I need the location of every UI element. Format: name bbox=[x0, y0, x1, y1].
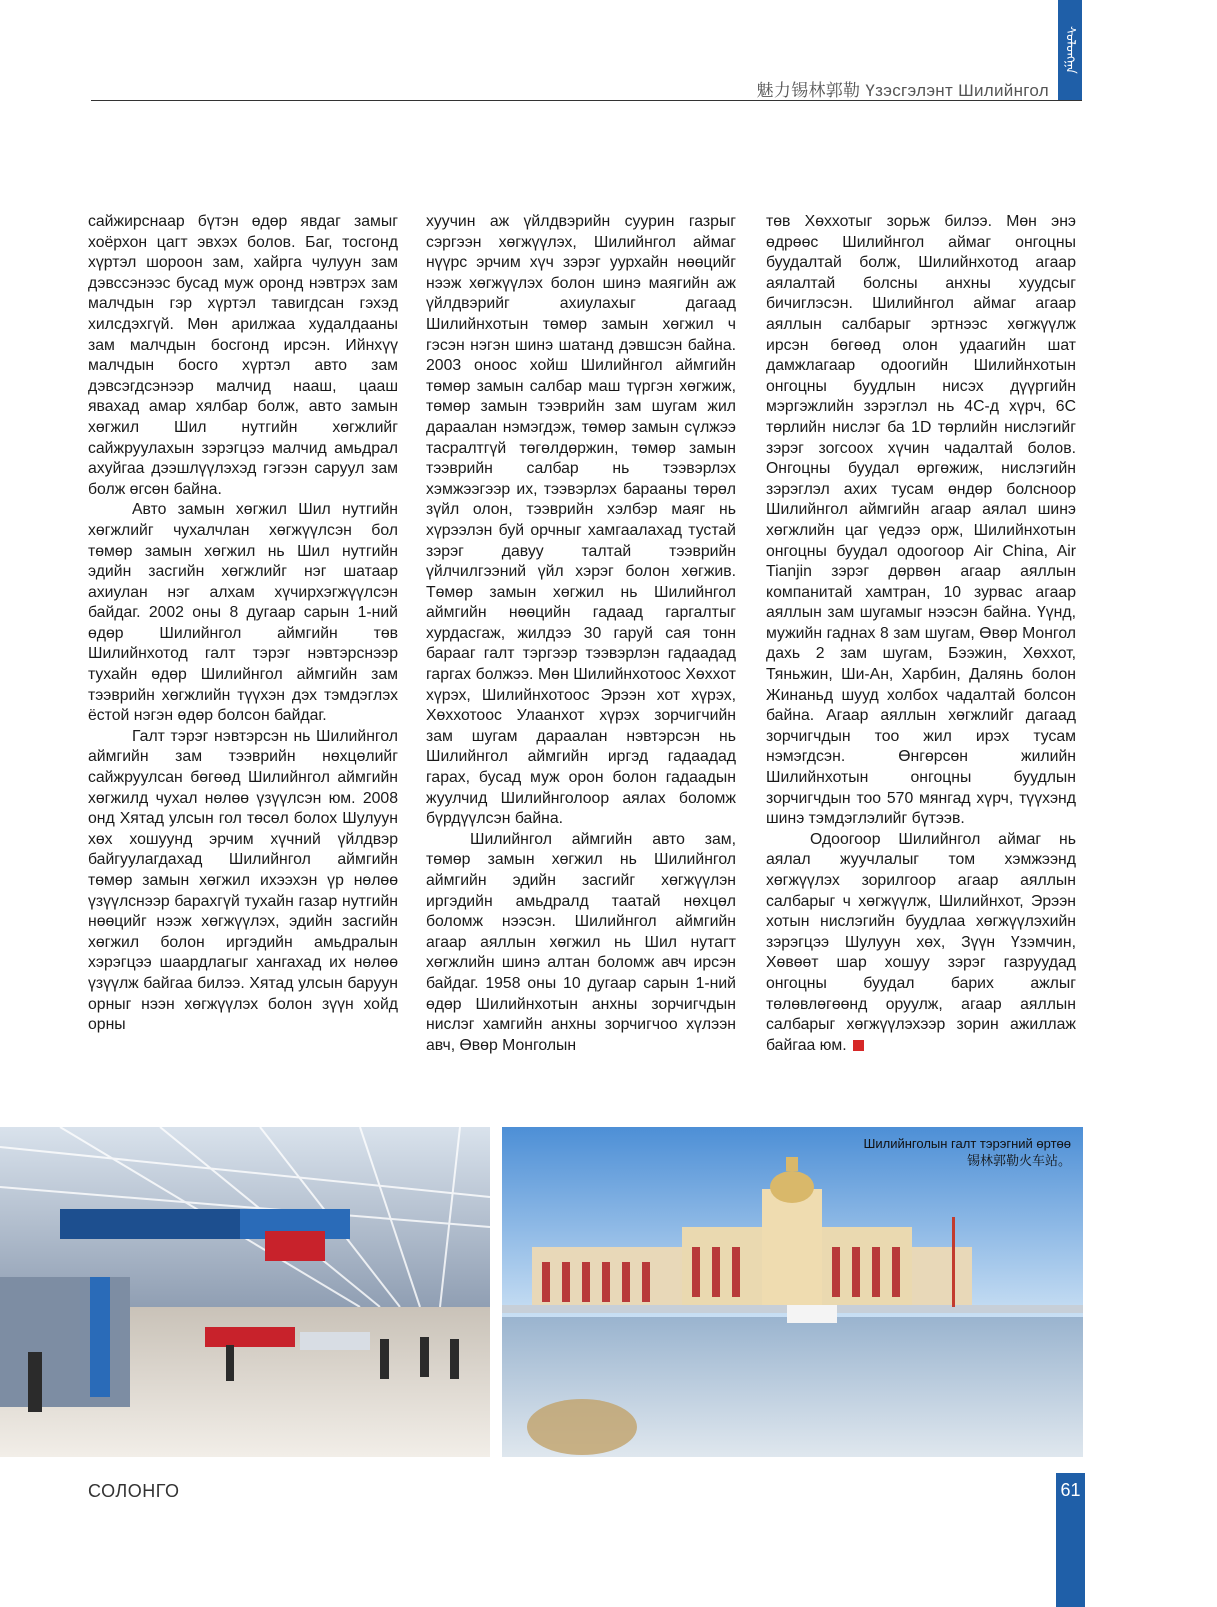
paragraph bbox=[766, 830, 1076, 1057]
section-tab bbox=[1058, 0, 1082, 100]
railway-station-illustration bbox=[502, 1127, 1083, 1457]
magazine-name: СОЛОНГО bbox=[88, 1481, 180, 1501]
page-number: 61 bbox=[1060, 1480, 1081, 1500]
header-divider bbox=[91, 100, 1082, 101]
paragraph: Шилийнгол аймгийн авто зам, төмөр замын хөгжил нь Шилийнгол аймгийн эдийн засгийг хөгжүүлэн иргэдийн амьдралд таатай нөхцөл боломж нээсэн. Шилийнгол аймгийн агаар аяллын хөгжил нь Шил нутагт хөгжлийн шинэ алтан боломж авч ирсэн байдаг. 1958 оны 10 дугаар сарын 1-ний өдөр Шилийнхотын анхны зорчигчдын нислэг хамгийн анхны зорчигчоо хүлээн авч, Өвөр Монголын bbox=[426, 830, 736, 1054]
caption-chinese: 锡林郭勒火车站。 bbox=[966, 1153, 1071, 1168]
section-tab-label: ᠰᠣᠯᠣᠩᠭ᠋ᠠ bbox=[1062, 26, 1078, 74]
article-column-3 bbox=[766, 212, 1076, 1056]
paragraph-text: Одоогоор Шилийнгол аймаг нь аялал жуучлалыг том хэмжээнд хөгжүүлэх зорилгоор агаар аяллын салбарыг ч хөгжүүлж, Шилийнхот, Эрээн хотын нислэгийн буудлаа хөгжүүлэхийн зэрэгцээ Шулуун хөх, Зүүн Үзэмчин, Хөвөөт шар хошуу зэрэг газруудад онгоцны буудал барих ажлыг төлөвлөгөөнд оруулж, агаар аяллын салбарыг хөгжүүлэхээр зорин ажиллаж байгаа юм. bbox=[766, 830, 1076, 1054]
paragraph: төв Хөххотыг зорьж билээ. Мөн энэ өдрөөс Шилийнгол аймаг онгоцны буудалтай болж, Шилийнхотод агаар аялалтай болсны анхны хуудсыг бичиглэсэн. Шилийнгол аймаг агаар аяллын салбарыг эртнээс хөгжүүлж ирсэн бөгөөд олон удаагийн шат дамжлагаар одоогийн Шилийнхотын онгоцны буудлын нисэх дүүргийн мэргэжлийн зэрэглэл нь 4C-д хүрч, 6C төрлийн нислэг ба 1D төрлийн нислэгийг зэрэг зогсоох хүчин чадалтай болов. Онгоцны буудал өргөжиж, нислэгийн зэрэглэл ахих тусам өндөр болсноор Шилийнгол аймгийн агаар аялал шинэ хөгжлийн цаг үедээ орж, Шилийнхотын онгоцны буудал одоогоор Air China, Air Tianjin зэрэг дөрвөн агаар аяллын компанитай хамтран, 10 зурвас агаар аяллын зам шугамыг нээсэн байна. Үүнд, мужийн гаднах 8 зам шугам, Өвөр Монгол дахь 2 зам шугам, Бээжин, Хөххот, Тяньжин, Ши-Ан, Харбин, Далянь болон Жинаньд шууд холбох чадалтай болсон байна. Агаар аяллын хөгжлийг дагаад зорчигчдын тоо жил ирэх тусам нэмэгдсэн. Өнгөрсөн жилийн Шилийнхотын онгоцны буудлын зорчигчдын тоо 570 мянгад хүрч, түүхэнд шинэ тэмдэглэлийг бүтээв. bbox=[766, 213, 1076, 828]
article-column-2 bbox=[426, 212, 736, 1056]
article-end-mark bbox=[853, 1040, 864, 1051]
railway-station-photo bbox=[502, 1127, 1083, 1457]
airport-terminal-photo bbox=[0, 1127, 490, 1457]
paragraph: сайжирснаар бүтэн өдөр явдаг замыг хоёрхон цагт эвхэх болов. Баг, тосгонд хүртэл шороон зам, хайрга чулуун зам дэвссэнээс бусад муж оронд нэвтрэх зам малчдын гэр хүртэл тавигдсан гэхэд хилсдэхгүй. Мөн арилжаа худалдааны зам малчдын босгонд ирсэн. Ийнхүү малчдын босго хүртэл авто зам дэвсэгдсэнээр малчид нааш, цааш явахад амар хялбар болж, авто замын хөгжил Шил нутгийн хөгжлийг сайжруулахын зэрэгцээ малчид амьдрал ахуйгаа дээшлүүлэхэд гэгээн саруул зам болж өгсөн байна. bbox=[88, 213, 398, 498]
caption-mongolian: Шилийнголын галт тэрэгний өртөө bbox=[863, 1136, 1071, 1151]
paragraph: хуучин аж үйлдвэрийн суурин газрыг сэргээн хөгжүүлэх, Шилийнгол аймаг нүүрс эрчим хүч зэрэг уурхайн нөөцийг нээж хөгжүүлэх болон шинэ маягийн аж үйлдвэрийг ахиулахыг дагаад Шилийнхотын төмөр замын хөгжил ч гэсэн нэгэн шинэ шатанд дэвшсэн байна. 2003 оноос хойш Шилийнгол аймгийн төмөр замын салбар маш түргэн хөгжиж, төмөр замын тээврийн зам шугам жил дараалан нэмэгдэж, төмөр замын сүлжээ тасралтгүй төгөлдөржин, төмөр замын тээврийн салбар нь тээвэрлэх хэмжээгээр их, тээвэрлэх барааны төрөл зүйл олон, тээврийн хэлбэр маяг нь хүрээлэн буй орчныг хамгаалахад тустай зэрэг давуу талтай тээврийн үйлчилгээний үйл хэрэг болон хөгжив. Төмөр замын хөгжил нь Шилийнгол аймгийн нөөцийн гадаад гаргалтыг хурдасгаж, жилдээ 30 гаруй сая тонн барааг галт тэргээр тээвэрлэн гадаадад гаргах болжээ. Мөн Шилийнхотоос Хөххот хүрэх, Шилийнхотоос Эрээн хот хүрэх, Хөххотоос Улаанхот хүрэх зорчигчийн зам шугам дараалан нэвтэрсэн нь Шилийнгол аймгийн иргэд гадаадад гарах, бусад муж орон болон гадаадын жуулчид Шилийнголоор аялах боломж бүрдүүлсэн байна. bbox=[426, 213, 736, 828]
article-column-1 bbox=[88, 212, 398, 1036]
paragraph: Галт тэрэг нэвтэрсэн нь Шилийнгол аймгийн зам тээврийн нөхцөлийг сайжруулсан бөгөөд Шилийнгол аймгийн хөгжилд чухал нөлөө үзүүлсэн юм. 2008 онд Хятад улсын гол төсөл болох Шулуун хөх хошуунд эрчим хүчний үйлдвэр байгуулагдахад Шилийнгол аймгийн төмөр замын хөгжил ихээхэн үр нөлөө үзүүлснээр барахгүй тухайн газар нутгийн нөөцийг нээж хөгжүүлэх, эдийн засгийн хөгжил болон иргэдийн амьдралын хэрэгцээ шаардлагыг хангахад их нөлөө үзүүлж байгаа билээ. Хятад улсын баруун орныг нээн хөгжүүлэх болон зүүн хойд орны bbox=[88, 727, 398, 1034]
photo-caption bbox=[863, 1135, 1071, 1169]
running-header: 魅力锡林郭勒 Үзэсгэлэнт Шилийнгол bbox=[756, 81, 1049, 100]
paragraph: Авто замын хөгжил Шил нутгийн хөгжлийг чухалчлан хөгжүүлсэн бол төмөр замын хөгжил нь Шил нутгийн эдийн засгийн хөгжлийг нэг шатаар ахиулан нэг алхам хүчирхэгжүүлсэн байдаг. 2002 оны 8 дугаар сарын 1-ний өдөр Шилийнгол аймгийн төв Шилийнхотод галт тэрэг нэвтэрснээр тухайн өдөр Шилийнгол аймгийн зам тээврийн хөгжлийн түүхэн дэх тэмдэглэх ёстой нэгэн өдөр болсон байдаг. bbox=[88, 501, 398, 725]
airport-terminal-illustration bbox=[0, 1127, 490, 1457]
